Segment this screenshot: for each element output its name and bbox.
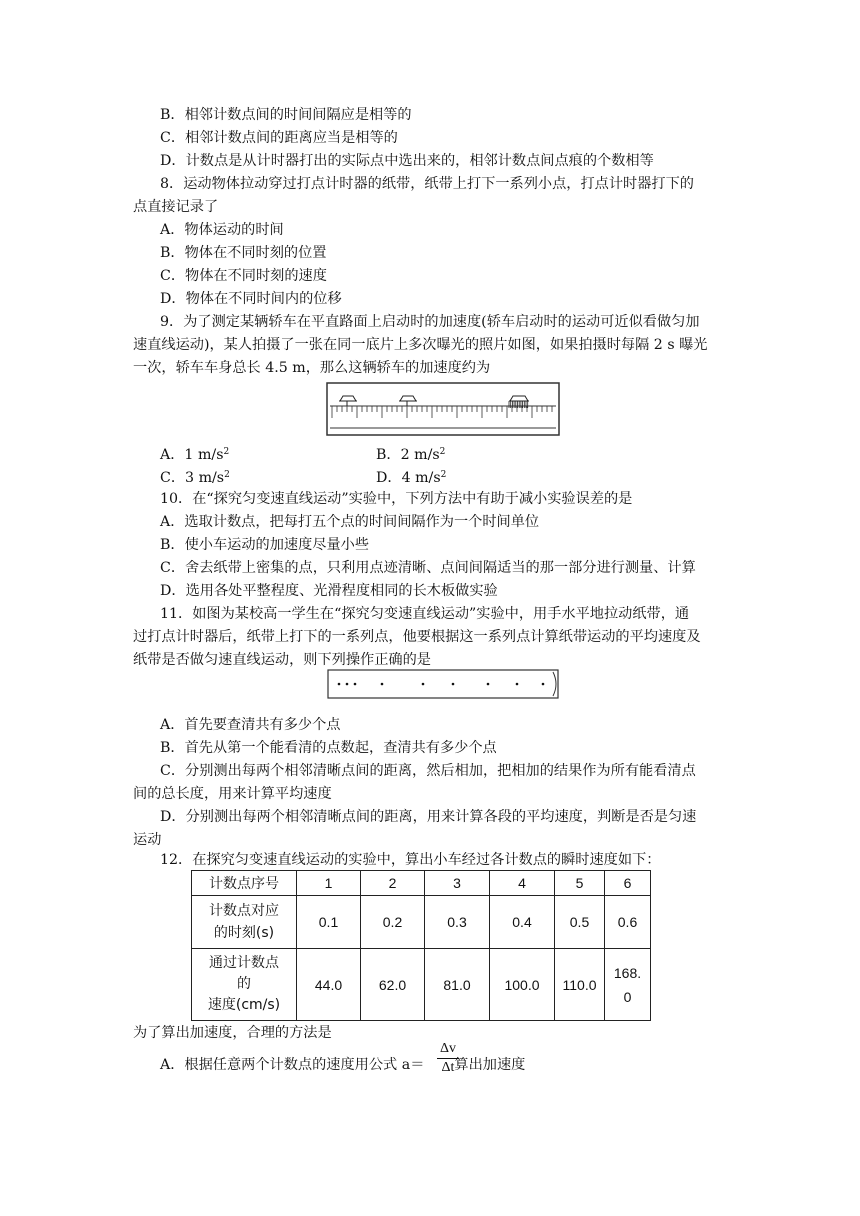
q10-stem: 10．在“探究匀变速直线运动”实验中，下列方法中有助于减小实验误差的是 <box>160 491 633 507</box>
q11-option-c-line1: C．分别测出每两个相邻清晰点间的距离，然后相加，把相加的结果作为所有能看清点 <box>160 763 696 779</box>
q11-option-b: B．首先从第一个能看清的点数起，查清共有多少个点 <box>160 740 497 756</box>
cell-time: 0.1 <box>297 896 361 949</box>
cell-time: 0.5 <box>555 896 605 949</box>
q8-option-c: C．物体在不同时刻的速度 <box>160 268 327 284</box>
q11-option-d-line2: 运动 <box>133 832 162 848</box>
q8-option-d: D．物体在不同时间内的位移 <box>160 291 342 307</box>
tape-dot <box>516 683 519 686</box>
q10-option-a: A．选取计数点，把每打五个点的时间间隔作为一个时间单位 <box>160 514 540 530</box>
tape-dot <box>422 683 425 686</box>
tape-dot <box>354 683 357 686</box>
q11-stem-line1: 11．如图为某校高一学生在“探究匀变速直线运动”实验中，用手水平地拉动纸带，通 <box>160 606 690 622</box>
cell-speed: 62.0 <box>361 949 425 1021</box>
q9-stem-line3: 一次，轿车车身总长 4.5 m，那么这辆轿车的加速度约为 <box>133 360 491 376</box>
tape-dot <box>346 683 349 686</box>
q9-option-b: B．2 $m/s^2$ <box>376 447 446 463</box>
cell-time: 0.2 <box>361 896 425 949</box>
q12-option-a: A．根据任意两个计数点的速度用公式 a＝ 算出加速度 <box>160 1057 526 1073</box>
cell-index: 5 <box>555 871 605 896</box>
table-row-time <box>192 896 651 949</box>
cell-index: 6 <box>605 871 651 896</box>
cell-speed: 168. 0 <box>605 949 651 1021</box>
q11-stem-line2: 过打点计时器后，纸带上打下的一系列点，他要根据这一系列点计算纸带运动的平均速度及 <box>133 629 701 645</box>
q11-option-a: A．首先要查清共有多少个点 <box>160 717 341 733</box>
q9-option-a: A．1 $m/s^2$ <box>160 447 230 463</box>
cell-time: 0.6 <box>605 896 651 949</box>
speed-table <box>191 870 651 1021</box>
cell-speed: 110.0 <box>555 949 605 1021</box>
tape-dot <box>338 683 341 686</box>
q7-option-d: D．计数点是从计时器打出的实际点中选出来的，相邻计数点间点痕的个数相等 <box>160 153 654 169</box>
table-row-index <box>192 871 651 896</box>
row-header-time: 计数点对应 的时刻(s) <box>192 896 297 949</box>
q7-option-c: C．相邻计数点间的距离应当是相等的 <box>160 130 398 146</box>
car-exposure-figure <box>326 382 560 436</box>
tape-dot <box>487 683 490 686</box>
q8-stem-line2: 点直接记录了 <box>133 199 219 215</box>
table-row-speed <box>192 949 651 1021</box>
q9-stem-line2: 速直线运动)，某人拍摄了一张在同一底片上多次曝光的照片如图，如果拍摄时每隔 2 s 曝光 <box>133 337 708 353</box>
q11-option-c-line2: 间的总长度，用来计算平均速度 <box>133 786 332 802</box>
q10-option-c: C．舍去纸带上密集的点，只利用点迹清晰、点间间隔适当的那一部分进行测量、计算 <box>160 560 696 576</box>
fraction-formula: Δv Δt <box>437 1041 459 1076</box>
q9-stem-line1: 9．为了测定某辆轿车在平直路面上启动时的加速度(轿车启动时的运动可近似看做匀加 <box>160 314 700 330</box>
q12-stem: 12．在探究匀变速直线运动的实验中，算出小车经过各计数点的瞬时速度如下： <box>160 852 661 868</box>
tape-dot <box>381 683 384 686</box>
cell-index: 3 <box>425 871 490 896</box>
q8-option-a: A．物体运动的时间 <box>160 222 284 238</box>
car-icon <box>509 396 529 401</box>
cell-speed: 44.0 <box>297 949 361 1021</box>
q10-option-b: B．使小车运动的加速度尽量小些 <box>160 537 370 553</box>
q10-option-d: D．选用各处平整程度、光滑程度相同的长木板做实验 <box>160 583 498 599</box>
row-header-speed: 通过计数点 的 速度(cm/s) <box>192 949 297 1021</box>
q8-option-b: B．物体在不同时刻的位置 <box>160 245 327 261</box>
q12-follow-text: 为了算出加速度，合理的方法是 <box>133 1025 332 1041</box>
tape-dot <box>542 683 545 686</box>
cell-time: 0.3 <box>425 896 490 949</box>
cell-time: 0.4 <box>490 896 555 949</box>
cell-index: 2 <box>361 871 425 896</box>
q8-stem-line1: 8．运动物体拉动穿过打点计时器的纸带，纸带上打下一系列小点，打点计时器打下的 <box>160 176 694 192</box>
q7-option-b: B．相邻计数点间的时间间隔应是相等的 <box>160 107 412 123</box>
cell-index: 1 <box>297 871 361 896</box>
q11-option-d-line1: D．分别测出每两个相邻清晰点间的距离，用来计算各段的平均速度，判断是否是匀速 <box>160 809 697 825</box>
cell-speed: 100.0 <box>490 949 555 1021</box>
cell-speed: 81.0 <box>425 949 490 1021</box>
paper-tape-figure <box>327 668 561 704</box>
tape-dot <box>452 683 455 686</box>
q11-stem-line3: 纸带是否做匀速直线运动，则下列操作正确的是 <box>133 652 431 668</box>
row-header-index: 计数点序号 <box>192 871 297 896</box>
q9-option-d: D．4 $m/s^2$ <box>376 470 447 486</box>
q9-option-c: C．3 $m/s^2$ <box>160 470 230 486</box>
cell-index: 4 <box>490 871 555 896</box>
